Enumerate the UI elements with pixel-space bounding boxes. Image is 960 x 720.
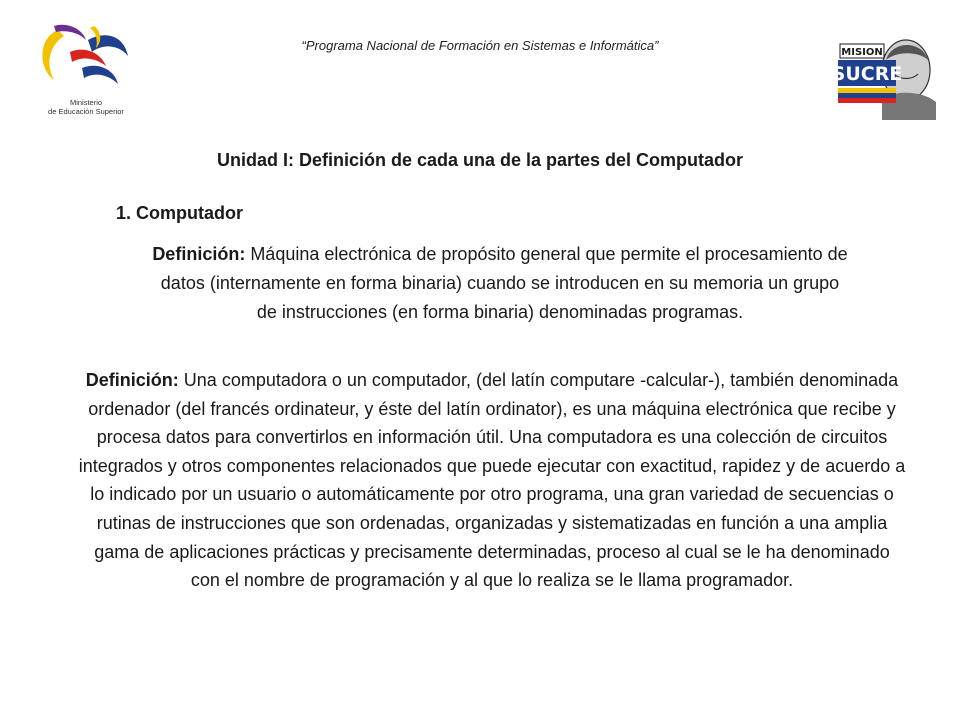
- ministerio-caption: [36, 98, 136, 116]
- definition-1: [150, 240, 850, 327]
- definition-2-label: Definición:: [85, 370, 179, 390]
- definition-1-label: Definición:: [152, 244, 246, 264]
- section-heading: 1. Computador: [116, 203, 244, 223]
- ministerio-caption-line2: de Educación Superior: [48, 107, 124, 116]
- ministerio-caption-line1: Ministerio: [69, 98, 103, 107]
- definition-2: [78, 366, 906, 595]
- mision-label: MISION: [841, 47, 883, 58]
- unit-title: Unidad I: Definición de cada una de la partes del Computador: [216, 150, 744, 170]
- mision-sucre-logo-icon: [836, 30, 942, 120]
- ministerio-logo: [36, 22, 136, 122]
- sucre-label: SUCRE: [836, 63, 903, 85]
- mision-sucre-logo: [836, 30, 942, 120]
- ministerio-logo-icon: [36, 22, 136, 96]
- definition-2-text: Una computadora o un computador, (del latín computare -calcular-), también denominada ordenador (del francés ordinateur, y éste del latín ordinator), es una máquina electrónica que recibe y procesa datos para convertirlos en información útil. Una computadora es una colección de circuitos integrados y otros componentes relacionados que puede ejecutar con exactitud, rapidez y de acuerdo a lo indicado por un usuario o automáticamente por otro programa, una gran variedad de secuencias o rutinas de instrucciones que son ordenadas, organizadas y sistematizadas en función a una amplia gama de aplicaciones prácticas y precisamente determinadas, proceso al cual se le ha denominado con el nombre de programación y al que lo realiza se le llama programador.: [78, 370, 906, 591]
- definition-1-text: Máquina electrónica de propósito general que permite el procesamiento de datos (internamente en forma binaria) cuando se introducen en su memoria un grupo de instrucciones (en forma binaria) denominadas programas.: [160, 244, 848, 322]
- program-title: “Programa Nacional de Formación en Sistemas e Informática”: [301, 38, 659, 53]
